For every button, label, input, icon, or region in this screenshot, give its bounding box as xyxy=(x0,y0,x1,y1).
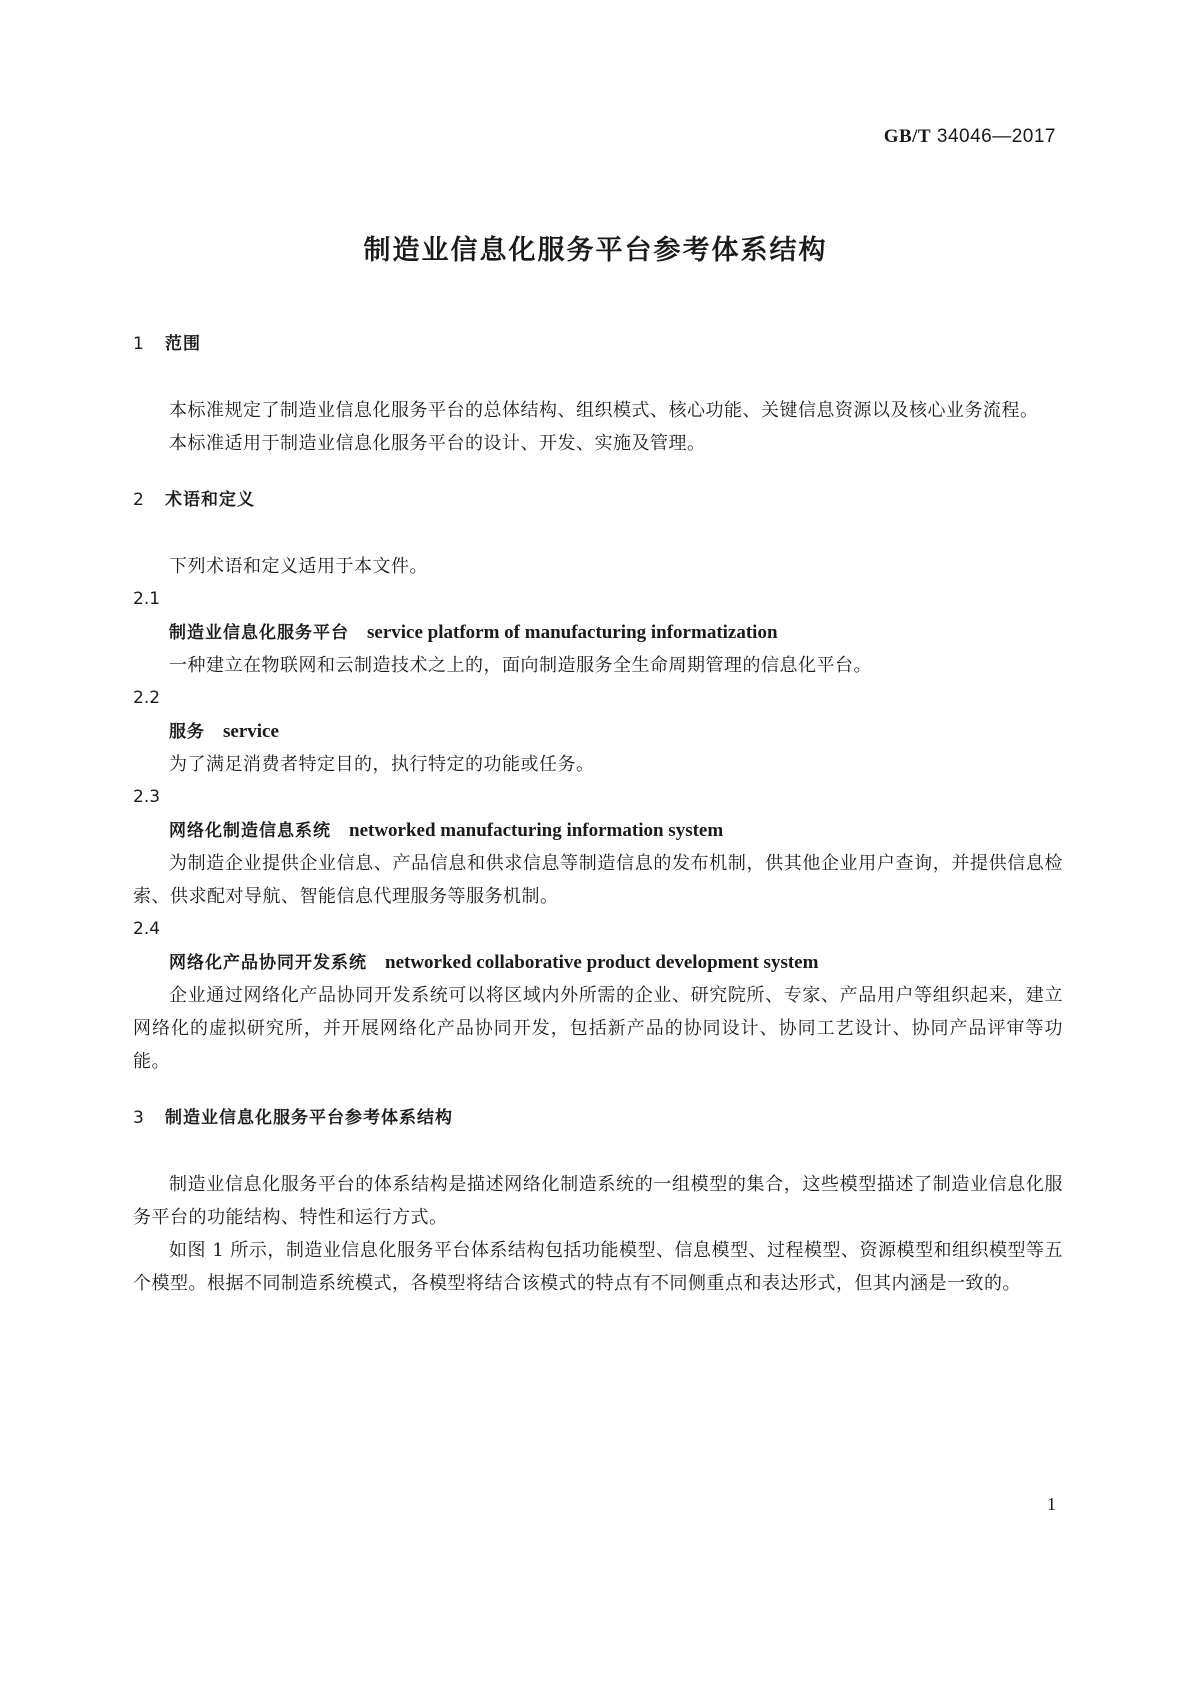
document-body xyxy=(133,328,1063,1300)
term-definition: 企业通过网络化产品协同开发系统可以将区域内外所需的企业、研究院所、专家、产品用户等组织起来，建立网络化的虚拟研究所，并开展网络化产品协同开发，包括新产品的协同设计、协同工艺设计、协同产品评审等功能。 xyxy=(133,985,1063,1072)
page-number: 1 xyxy=(1047,1494,1056,1514)
section-3-heading xyxy=(133,1102,1063,1135)
term-en: service xyxy=(223,721,279,742)
term-en: networked collaborative product development system xyxy=(385,952,819,973)
term-entry xyxy=(133,715,1063,748)
paragraph: 本标准规定了制造业信息化服务平台的总体结构、组织模式、核心功能、关键信息资源以及核心业务流程。 xyxy=(169,400,1039,421)
gb-prefix: GB/T xyxy=(883,126,932,147)
term-zh: 服务 xyxy=(169,722,205,742)
term-entry xyxy=(133,616,1063,649)
term-definition: 为了满足消费者特定目的，执行特定的功能或任务。 xyxy=(169,754,595,775)
paragraph: 下列术语和定义适用于本文件。 xyxy=(169,556,428,577)
section-number: 3 xyxy=(133,1108,145,1128)
std-number: 34046—2017 xyxy=(936,126,1056,147)
paragraph: 本标准适用于制造业信息化服务平台的设计、开发、实施及管理。 xyxy=(169,433,706,454)
paragraph: 如图 1 所示，制造业信息化服务平台体系结构包括功能模型、信息模型、过程模型、资源模型和组织模型等五个模型。根据不同制造系统模式，各模型将结合该模式的特点有不同侧重点和表达形式，但其内涵是一致的。 xyxy=(133,1240,1063,1294)
clause-number: 2.2 xyxy=(133,688,161,708)
section-2-heading xyxy=(133,484,1063,517)
term-en: service platform of manufacturing informatization xyxy=(367,622,778,643)
document-title: 制造业信息化服务平台参考体系结构 xyxy=(363,235,828,266)
clause-number: 2.1 xyxy=(133,589,161,609)
term-zh: 网络化产品协同开发系统 xyxy=(169,953,367,973)
clause-number: 2.4 xyxy=(133,919,161,939)
term-definition: 为制造企业提供企业信息、产品信息和供求信息等制造信息的发布机制，供其他企业用户查询，并提供信息检索、供求配对导航、智能信息代理服务等服务机制。 xyxy=(133,853,1063,907)
section-number: 2 xyxy=(133,490,145,510)
term-zh: 制造业信息化服务平台 xyxy=(169,623,349,643)
section-1-heading xyxy=(133,328,1063,361)
term-en: networked manufacturing information system xyxy=(349,820,724,841)
term-entry xyxy=(133,814,1063,847)
paragraph: 制造业信息化服务平台的体系结构是描述网络化制造系统的一组模型的集合，这些模型描述了制造业信息化服务平台的功能结构、特性和运行方式。 xyxy=(133,1174,1063,1228)
section-title: 术语和定义 xyxy=(165,490,255,510)
term-entry xyxy=(133,946,1063,979)
term-definition: 一种建立在物联网和云制造技术之上的，面向制造服务全生命周期管理的信息化平台。 xyxy=(169,655,872,676)
standard-number xyxy=(884,126,1056,148)
section-number: 1 xyxy=(133,334,145,354)
section-title: 制造业信息化服务平台参考体系结构 xyxy=(165,1108,453,1128)
section-title: 范围 xyxy=(165,334,201,354)
clause-number: 2.3 xyxy=(133,787,161,807)
term-zh: 网络化制造信息系统 xyxy=(169,821,331,841)
